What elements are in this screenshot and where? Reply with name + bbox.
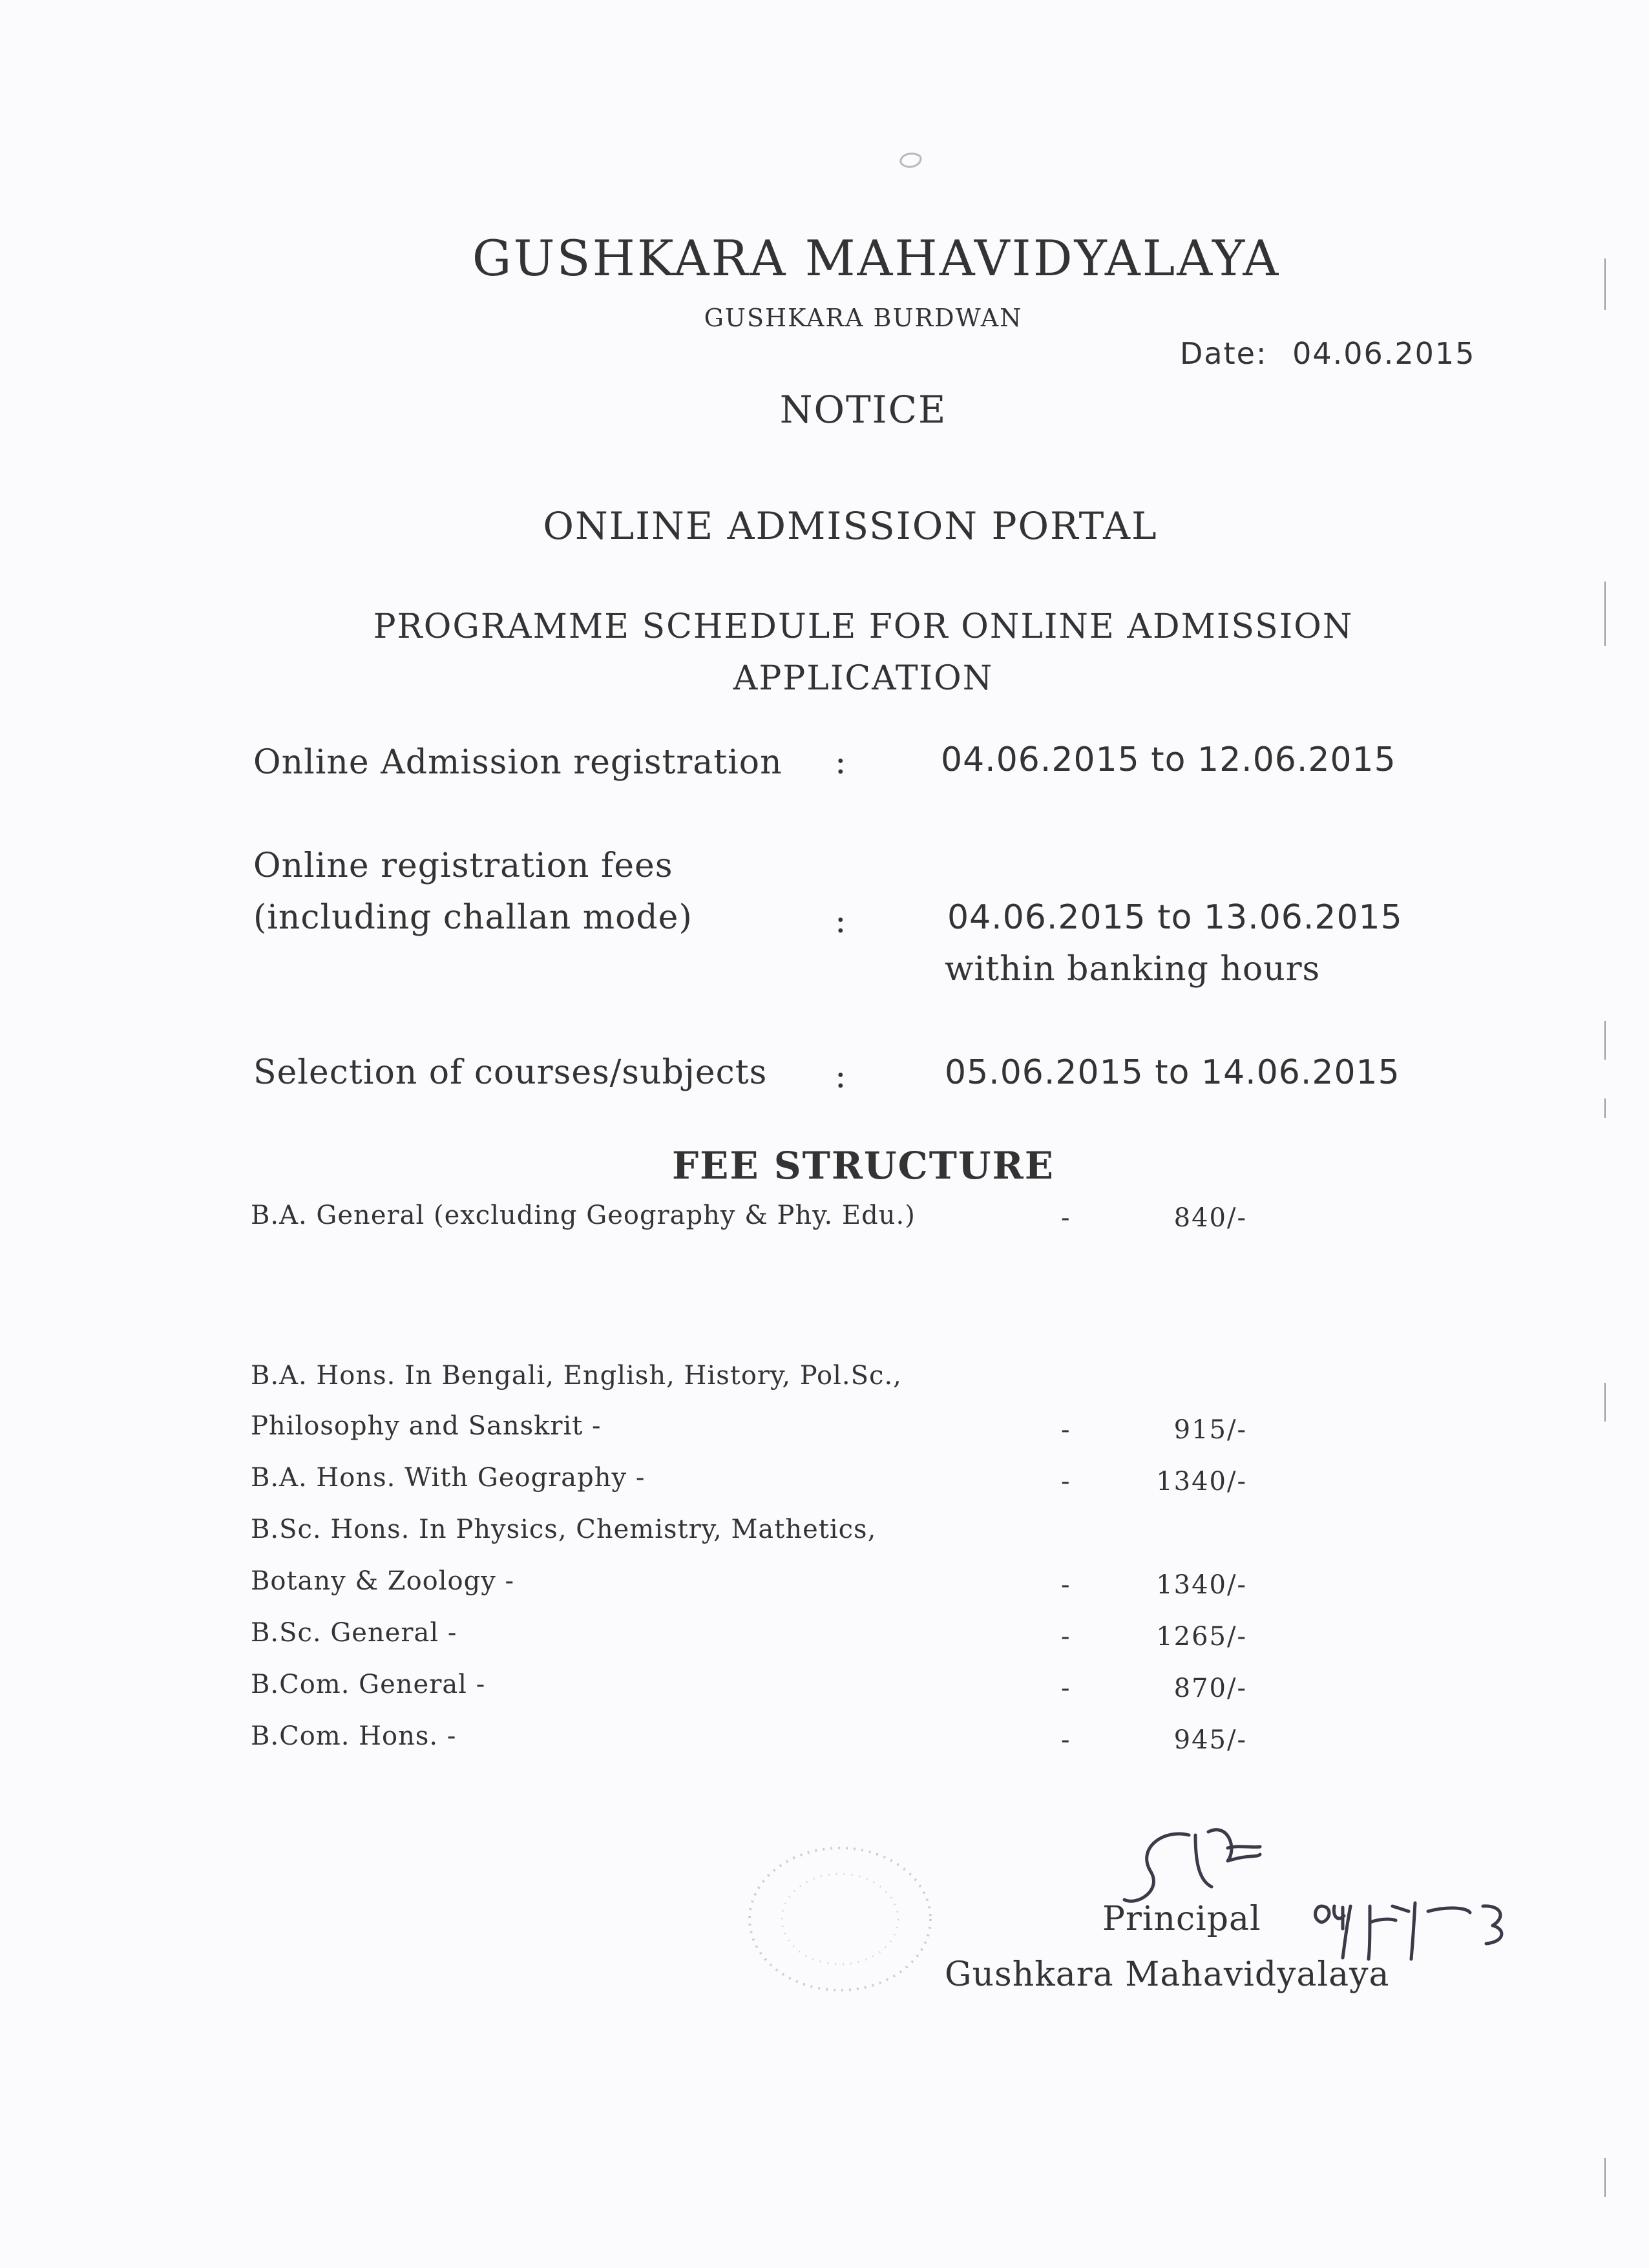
date-value: 04.06.2015 (1292, 336, 1476, 371)
notice-heading: NOTICE (779, 388, 947, 432)
fee-amount-ba-general: 840/- (1173, 1203, 1247, 1233)
portal-heading: ONLINE ADMISSION PORTAL (543, 504, 1158, 548)
fee-label-ba-hons-geography: B.A. Hons. With Geography - (251, 1463, 646, 1493)
schedule-colon: : (835, 1057, 846, 1096)
schedule-colon: : (835, 902, 846, 941)
fee-dash: - (1061, 1725, 1070, 1755)
fee-dash: - (1061, 1674, 1070, 1703)
college-location: GUSHKARA BURDWAN (704, 304, 1023, 332)
paper-speck-icon (898, 150, 924, 169)
fee-label-bsc-hons-line2: Botany & Zoology - (251, 1566, 515, 1596)
fee-amount-bsc-general: 1265/- (1156, 1622, 1247, 1652)
signatory-college: Gushkara Mahavidyalaya (945, 1955, 1390, 1994)
schedule-colon: : (835, 743, 846, 782)
schedule-value-fees: 04.06.2015 to 13.06.2015 (947, 898, 1403, 937)
fee-label-bcom-hons: B.Com. Hons. - (251, 1721, 457, 1751)
fee-dash: - (1061, 1203, 1070, 1233)
fee-amount-ba-hons: 915/- (1173, 1415, 1247, 1445)
fee-amount-bcom-general: 870/- (1173, 1674, 1247, 1703)
fee-dash: - (1061, 1622, 1070, 1652)
fee-label-ba-general: B.A. General (excluding Geography & Phy. Edu.) (251, 1201, 916, 1230)
notice-date (1180, 336, 1475, 371)
fee-label-bcom-general: B.Com. General - (251, 1670, 486, 1699)
signature-icon (1098, 1809, 1512, 1964)
fee-amount-bcom-hons: 945/- (1173, 1725, 1247, 1755)
college-name: GUSHKARA MAHAVIDYALAYA (472, 229, 1281, 287)
fee-dash: - (1061, 1570, 1070, 1600)
schedule-heading (39, 601, 1649, 704)
schedule-value-fees-note: within banking hours (945, 950, 1321, 989)
schedule-label-registration: Online Admission registration (253, 743, 782, 782)
date-label: Date: (1180, 336, 1268, 371)
fee-dash: - (1061, 1415, 1070, 1445)
schedule-value-registration: 04.06.2015 to 12.06.2015 (941, 740, 1396, 779)
fee-label-ba-hons-line1: B.A. Hons. In Bengali, English, History, Pol.Sc., (251, 1361, 902, 1391)
fee-amount-bsc-hons: 1340/- (1156, 1570, 1247, 1600)
fee-dash: - (1061, 1467, 1070, 1496)
fee-structure-heading: FEE STRUCTURE (672, 1144, 1055, 1188)
scan-edge-marks (1602, 0, 1608, 2268)
stamp-icon (737, 1835, 943, 2003)
schedule-label-fees-line1: Online registration fees (253, 846, 673, 885)
schedule-heading-text: PROGRAMME SCHEDULE FOR ONLINE ADMISSION APPLICATION (373, 607, 1354, 698)
fee-label-ba-hons-line2: Philosophy and Sanskrit - (251, 1411, 602, 1441)
signatory-title: Principal (1102, 1900, 1261, 1938)
fee-amount-ba-hons-geography: 1340/- (1156, 1467, 1247, 1496)
schedule-label-courses: Selection of courses/subjects (253, 1053, 768, 1092)
schedule-label-fees-line2: (including challan mode) (253, 898, 693, 937)
fee-label-bsc-hons-line1: B.Sc. Hons. In Physics, Chemistry, Mathetics, (251, 1515, 877, 1544)
fee-label-bsc-general: B.Sc. General - (251, 1618, 457, 1648)
schedule-value-courses: 05.06.2015 to 14.06.2015 (945, 1053, 1400, 1092)
